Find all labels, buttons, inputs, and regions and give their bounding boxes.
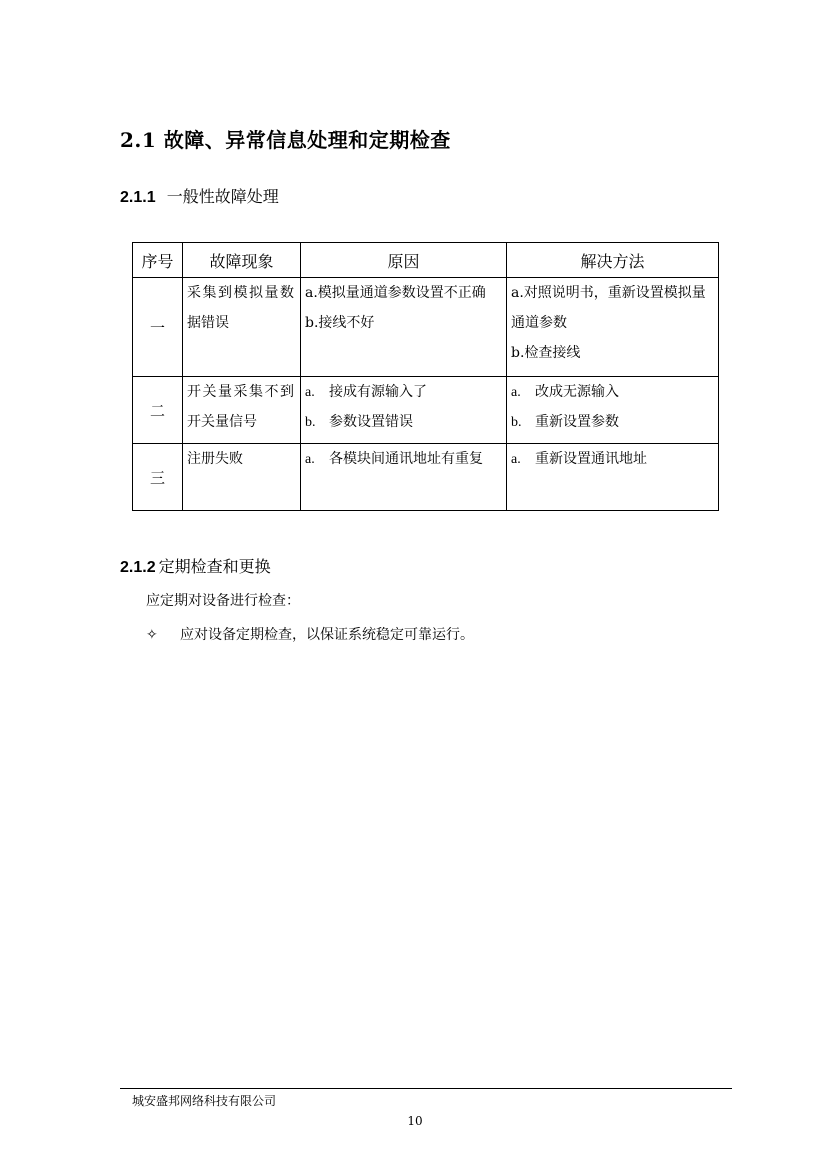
diamond-bullet-icon: ✧ — [146, 627, 158, 643]
fault-table — [132, 242, 719, 511]
row-index: 三 — [133, 444, 183, 511]
row-symptom: 采集到模拟量数 据错误 — [183, 278, 301, 377]
bullet-text: 应对设备定期检查，以保证系统稳定可靠运行。 — [180, 627, 474, 643]
table-row — [133, 444, 719, 511]
row-solution: a. 重新设置通讯地址 — [507, 444, 719, 511]
row-cause: a. 各模块间通讯地址有重复 — [301, 444, 507, 511]
bullet-item — [146, 624, 474, 644]
section-title: 2.1 故障、异常信息处理和定期检查 — [120, 128, 451, 152]
footer-company: 城安盛邦网络科技有限公司 — [132, 1094, 277, 1108]
header-solution: 解决方法 — [507, 243, 719, 278]
table-row — [133, 278, 719, 377]
subsection-number: 2.1.2 — [120, 559, 156, 576]
paragraph-text: 应定期对设备进行检查： — [146, 593, 300, 609]
table-row — [133, 377, 719, 444]
footer-divider — [120, 1088, 732, 1089]
header-symptom: 故障现象 — [183, 243, 301, 278]
subsection-number: 2.1.1 — [120, 189, 156, 206]
header-index: 序号 — [133, 243, 183, 278]
subsection-title: 定期检查和更换 — [158, 557, 271, 576]
row-symptom: 注册失败 — [183, 444, 301, 511]
page-number: 10 — [407, 1114, 423, 1128]
row-cause: a. 接成有源输入了 b. 参数设置错误 — [301, 377, 507, 444]
subsection-heading-periodic-check — [120, 554, 271, 577]
subsection-heading-fault-handling — [120, 184, 279, 207]
row-index: 二 — [133, 377, 183, 444]
row-solution: a.对照说明书，重新设置模拟量 通道参数 b.检查接线 — [507, 278, 719, 377]
row-index: 一 — [133, 278, 183, 377]
subsection-title: 一般性故障处理 — [166, 187, 279, 206]
row-cause: a.模拟量通道参数设置不正确 b.接线不好 — [301, 278, 507, 377]
table-header-row — [133, 243, 719, 278]
row-symptom: 开关量采集不到 开关量信号 — [183, 377, 301, 444]
row-solution: a. 改成无源输入 b. 重新设置参数 — [507, 377, 719, 444]
header-cause: 原因 — [301, 243, 507, 278]
